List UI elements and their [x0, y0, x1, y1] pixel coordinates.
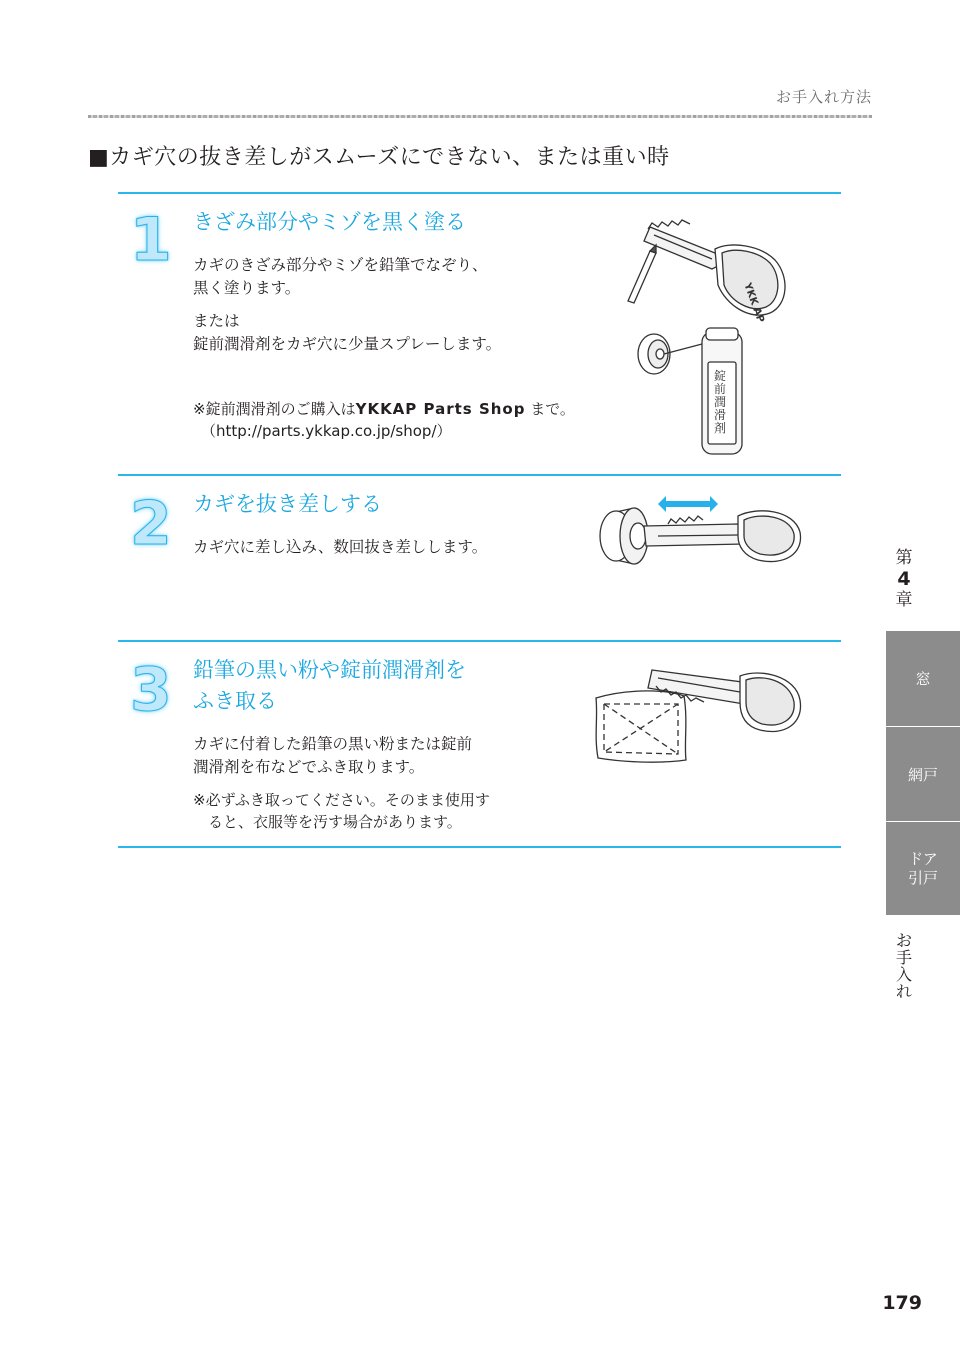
- step-3-title: [193, 655, 466, 717]
- step-3-title-line-2: ふき取る: [193, 689, 277, 713]
- step-3-body-line-2: 潤滑剤を布などでふき取ります。: [193, 758, 425, 776]
- note-suffix: まで。: [525, 400, 575, 418]
- step-number-1: 1: [130, 205, 172, 275]
- step-1-title: きざみ部分やミゾを黒く塗る: [193, 210, 466, 234]
- side-tab-door[interactable]: ドア 引戸: [886, 821, 960, 915]
- spray-lubricant-illustration: [632, 328, 752, 458]
- chapter-indicator: [886, 548, 922, 611]
- divider-step2: [118, 474, 841, 476]
- side-tab-window[interactable]: 窓: [886, 630, 960, 726]
- care-char-3: 入: [895, 965, 912, 984]
- step-number-3: 3: [130, 655, 172, 725]
- step-1-body-line-1: カギのきざみ部分やミゾを鉛筆でなぞり、: [193, 256, 488, 274]
- parts-shop-url: （http://parts.ykkap.co.jp/shop/）: [201, 422, 452, 440]
- key-logo: YKK AP: [741, 281, 766, 325]
- step-3-body-line-1: カギに付着した鉛筆の黒い粉または錠前: [193, 735, 473, 753]
- step-3-body: [193, 733, 472, 779]
- care-char-4: れ: [895, 982, 912, 1001]
- step-number-2: 2: [130, 489, 172, 559]
- chapter-char-3: 章: [895, 590, 913, 610]
- divider-step3: [118, 640, 841, 642]
- side-tab-screen[interactable]: 網戸: [886, 726, 960, 821]
- page-number: 179: [882, 1292, 922, 1314]
- step-3-note-line-1: ※必ずふき取ってください。そのまま使用す: [193, 791, 490, 809]
- step-1-alt-line-1: または: [193, 312, 240, 330]
- chapter-char-1: 第: [895, 548, 913, 568]
- divider-bottom: [118, 846, 841, 848]
- step-3-note-line-2: ると、衣服等を汚す場合があります。: [193, 813, 462, 831]
- step-1-alt-line-2: 錠前潤滑剤をカギ穴に少量スプレーします。: [193, 335, 502, 353]
- step-2-body: カギ穴に差し込み、数回抜き差しします。: [193, 538, 488, 556]
- step-1-note: [193, 398, 633, 442]
- pencil-key-illustration: [620, 205, 800, 325]
- note-prefix: ※錠前潤滑剤のご購入は: [193, 400, 356, 418]
- step-3-title-line-1: 鉛筆の黒い粉や錠前潤滑剤を: [193, 658, 466, 682]
- care-char-1: お: [895, 931, 912, 950]
- wipe-key-cloth-illustration: [592, 660, 807, 770]
- step-2-title: カギを抜き差しする: [193, 492, 382, 516]
- care-char-2: 手: [895, 948, 912, 967]
- parts-shop-name: YKKAP Parts Shop: [355, 400, 526, 418]
- step-1-body-line-2: 黒く塗ります。: [193, 279, 301, 297]
- divider-top: [118, 192, 841, 194]
- section-title: ■カギ穴の抜き差しがスムーズにできない、または重い時: [88, 145, 670, 170]
- step-1-alt: [193, 310, 501, 356]
- step-3-note: [193, 789, 490, 833]
- step-1-body: [193, 254, 488, 300]
- lubricant-can-label: 錠 前 潤 滑 剤: [713, 369, 726, 435]
- double-arrow-icon: [658, 496, 718, 512]
- header-section-label: お手入れ方法: [775, 88, 872, 106]
- side-tab-care-current: [886, 932, 922, 1000]
- header-rule: [88, 115, 872, 118]
- chapter-number: 4: [897, 568, 911, 590]
- insert-key-illustration: [598, 492, 808, 572]
